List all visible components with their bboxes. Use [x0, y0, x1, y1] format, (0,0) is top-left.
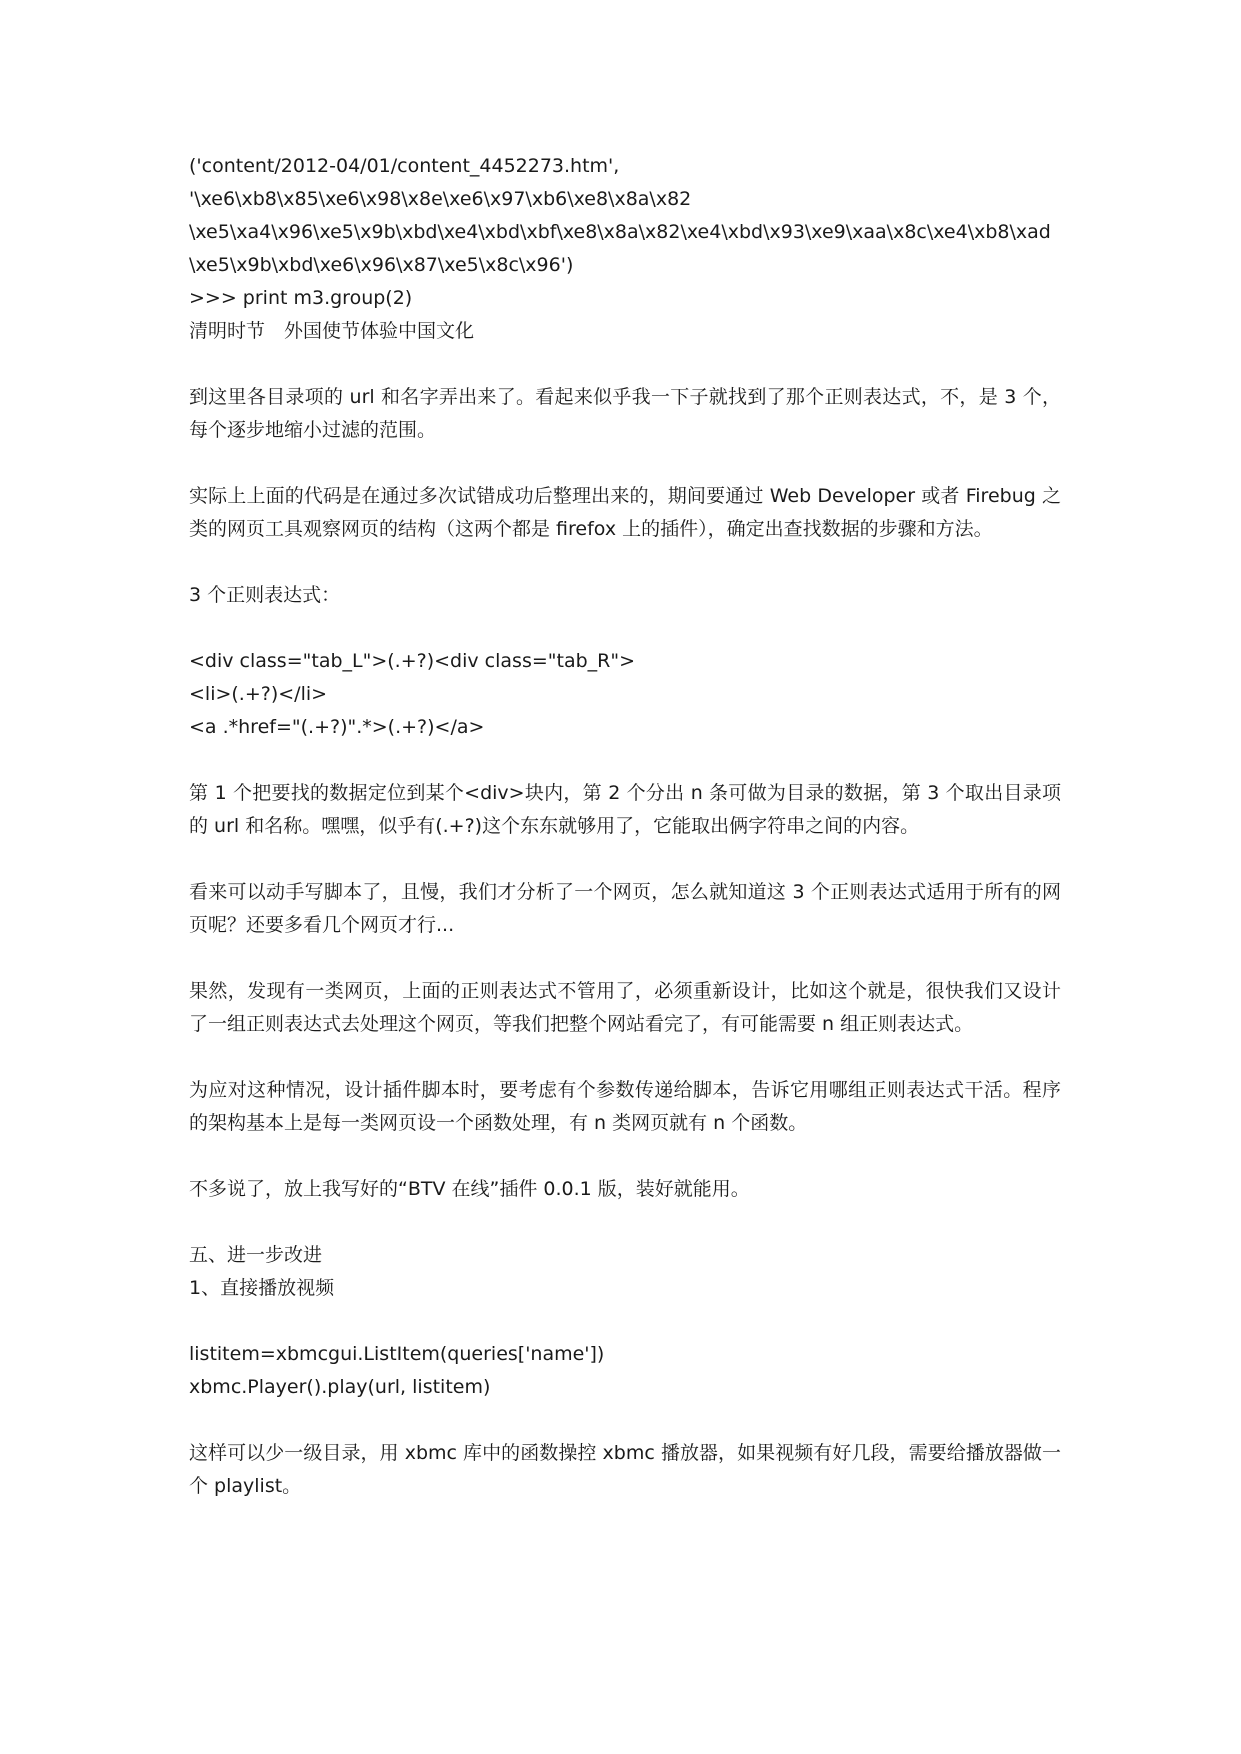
- regex-heading: 3 个正则表达式：: [189, 584, 341, 606]
- paragraph: 看来可以动手写脚本了，且慢，我们才分析了一个网页，怎么就知道这 3 个正则表达式适用于所有的网页呢？还要多看几个网页才行...: [189, 881, 1061, 936]
- output-tuple-line: '\xe6\xb8\x85\xe6\x98\x8e\xe6\x97\xb6\xe8\x8a\x82: [189, 188, 692, 210]
- print-command: >>> print m3.group(2): [189, 287, 413, 309]
- code-line: xbmc.Player().play(url, listitem): [189, 1376, 491, 1398]
- paragraph: 到这里各目录项的 url 和名字弄出来了。看起来似乎我一下子就找到了那个正则表达式，不，是 3 个，每个逐步地缩小过滤的范围。: [189, 386, 1061, 441]
- paragraph: 不多说了，放上我写好的“BTV 在线”插件 0.0.1 版，装好就能用。: [189, 1178, 750, 1200]
- paragraph: 这样可以少一级目录，用 xbmc 库中的函数操控 xbmc 播放器，如果视频有好几段，需要给播放器做一个 playlist。: [189, 1442, 1061, 1497]
- paragraph: 实际上上面的代码是在通过多次试错成功后整理出来的，期间要通过 Web Developer 或者 Firebug 之类的网页工具观察网页的结构（这两个都是 firefox 上的插件），确定出查找数据的步骤和方法。: [189, 485, 1061, 540]
- output-tuple-line: \xe5\xa4\x96\xe5\x9b\xbd\xe4\xbd\xbf\xe8\x8a\x82\xe4\xbd\x93\xe9\xaa\x8c\xe4\xb8\xad\xe5\x9b\xbd\xe6\x96\x87\xe5\x8c\x96'): [189, 221, 1051, 276]
- regex-line: <li>(.+?)</li>: [189, 683, 328, 705]
- regex-line: <a .*href="(.+?)".*>(.+?)</a>: [189, 716, 485, 738]
- regex-line: <div class="tab_L">(.+?)<div class="tab_R">: [189, 650, 636, 672]
- subsection-heading: 1、直接播放视频: [189, 1277, 335, 1299]
- paragraph: 第 1 个把要找的数据定位到某个<div>块内，第 2 个分出 n 条可做为目录的数据，第 3 个取出目录项的 url 和名称。嘿嘿，似乎有(.+?)这个东东就够用了，它能取出俩字符串之间的内容。: [189, 782, 1061, 837]
- document-page: [189, 150, 1061, 1503]
- code-line: listitem=xbmcgui.ListItem(queries['name']): [189, 1343, 605, 1365]
- paragraph: 果然，发现有一类网页，上面的正则表达式不管用了，必须重新设计，比如这个就是，很快我们又设计了一组正则表达式去处理这个网页，等我们把整个网站看完了，有可能需要 n 组正则表达式。: [189, 980, 1061, 1035]
- output-tuple-line: ('content/2012-04/01/content_4452273.htm',: [189, 155, 620, 177]
- print-result: 清明时节 外国使节体验中国文化: [189, 320, 475, 342]
- section-heading: 五、进一步改进: [189, 1244, 323, 1266]
- paragraph: 为应对这种情况，设计插件脚本时，要考虑有个参数传递给脚本，告诉它用哪组正则表达式干活。程序的架构基本上是每一类网页设一个函数处理，有 n 类网页就有 n 个函数。: [189, 1079, 1061, 1134]
